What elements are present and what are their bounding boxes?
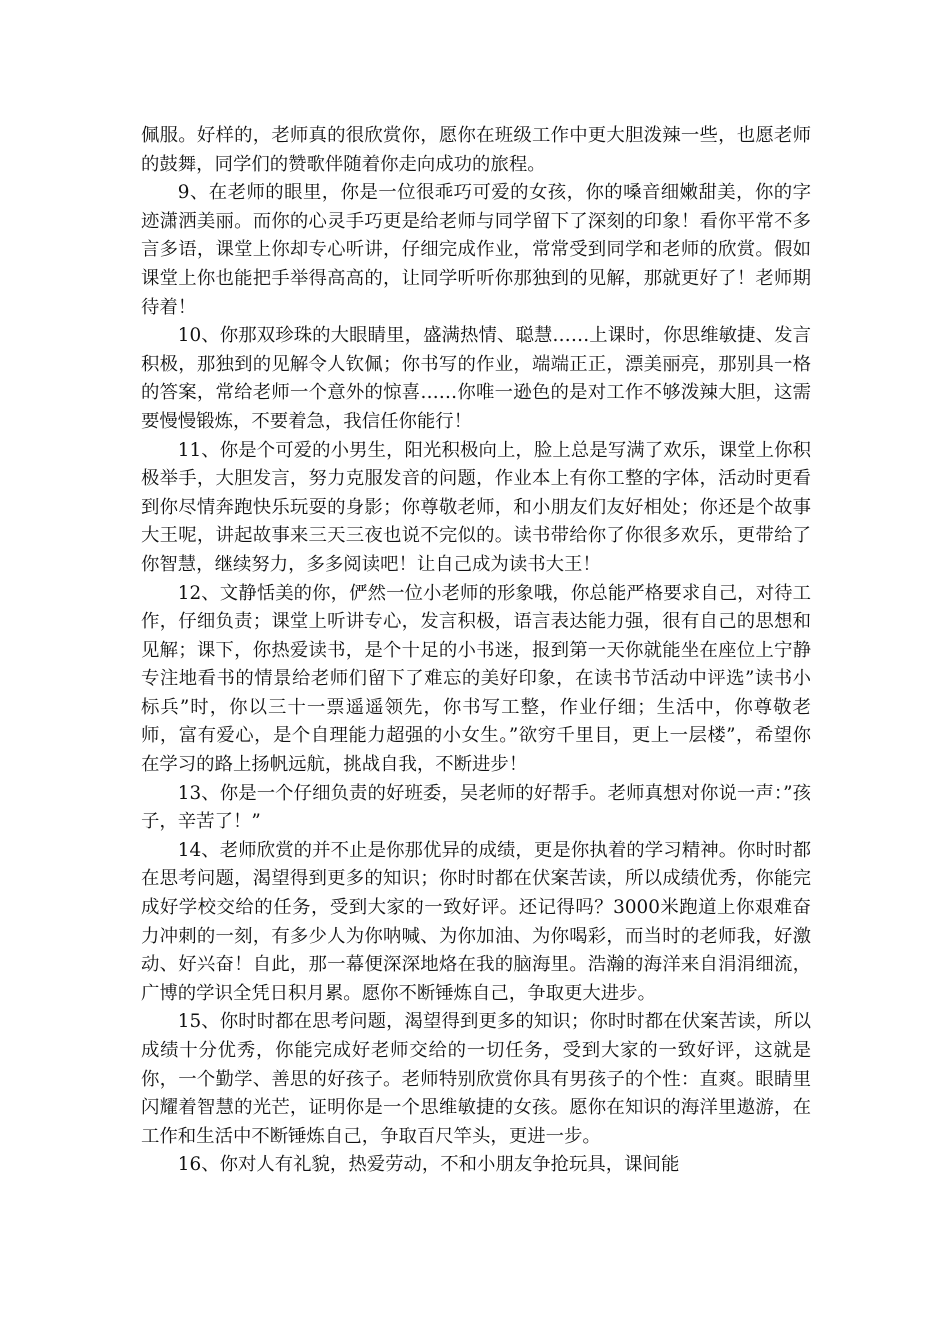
paragraph-11: 11、你是个可爱的小男生，阳光积极向上，脸上总是写满了欢乐，课堂上你积极举手，大胆发言，努力克服发音的问题，作业本上有你工整的字体，活动时更看到你尽情奔跑快乐玩耍的身影；你尊敬老师，和小朋友们友好相处；你还是个故事大王呢，讲起故事来三天三夜也说不完似的。读书带给你了你很多欢乐，更带给了你智慧，继续努力，多多阅读吧！让自己成为读书大王！ (141, 439, 811, 575)
paragraph-10: 10、你那双珍珠的大眼睛里，盛满热情、聪慧……上课时，你思维敏捷、发言积极，那独到的见解令人钦佩；你书写的作业，端端正正，漂美丽亮，那别具一格的答案，常给老师一个意外的惊喜……你唯一逊色的是对工作不够泼辣大胆，这需要慢慢锻炼，不要着急，我信任你能行！ (141, 325, 811, 432)
document-body (141, 122, 811, 1180)
paragraph-14: 14、老师欣赏的并不止是你那优异的成绩，更是你执着的学习精神。你时时都在思考问题，渴望得到更多的知识；你时时都在伏案苦读，所以成绩优秀，你能完成好学校交给的任务，受到大家的一致好评。还记得吗？3000米跑道上你艰难奋力冲刺的一刻，有多少人为你呐喊、为你加油、为你喝彩，而当时的老师我，好激动、好兴奋！自此，那一幕便深深地烙在我的脑海里。浩瀚的海洋来自涓涓细流，广博的学识全凭日积月累。愿你不断锤炼自己，争取更大进步。 (141, 839, 811, 1004)
paragraph-9: 9、在老师的眼里，你是一位很乖巧可爱的女孩，你的嗓音细嫩甜美，你的字迹潇洒美丽。而你的心灵手巧更是给老师与同学留下了深刻的印象！看你平常不多言多语，课堂上你却专心听讲，仔细完成作业，常常受到同学和老师的欣赏。假如课堂上你也能把手举得高高的，让同学听听你那独到的见解，那就更好了！老师期待着！ (141, 182, 811, 318)
paragraph-15: 15、你时时都在思考问题，渴望得到更多的知识；你时时都在伏案苦读，所以成绩十分优秀，你能完成好老师交给的一切任务，受到大家的一致好评，这就是你，一个勤学、善思的好孩子。老师特别欣赏你具有男孩子的个性：直爽。眼睛里闪耀着智慧的光芒，证明你是一个思维敏捷的女孩。愿你在知识的海洋里遨游，在工作和生活中不断锤炼自己，争取百尺竿头，更进一步。 (141, 1011, 811, 1147)
paragraph-16: 16、你对人有礼貌，热爱劳动，不和小朋友争抢玩具，课间能 (177, 1154, 680, 1176)
paragraph-12: 12、文静恬美的你，俨然一位小老师的形象哦，你总能严格要求自己，对待工作，仔细负责；课堂上听讲专心，发言积极，语言表达能力强，很有自己的思想和见解；课下，你热爱读书，是个十足的小书迷，报到第一天你就能坐在座位上宁静专注地看书的情景给老师们留下了难忘的美好印象，在读书节活动中评选”读书小标兵”时，你以三十一票遥遥领先，你书写工整，作业仔细；生活中，你尊敬老师，富有爱心，是个自理能力超强的小女生。”欲穷千里目，更上一层楼”，希望你在学习的路上扬帆远航，挑战自我，不断进步！ (141, 582, 811, 776)
paragraph-13: 13、你是一个仔细负责的好班委，吴老师的好帮手。老师真想对你说一声：”孩子，辛苦了！” (141, 782, 811, 833)
paragraph-continued: 佩服。好样的，老师真的很欣赏你，愿你在班级工作中更大胆泼辣一些，也愿老师的鼓舞，同学们的赞歌伴随着你走向成功的旅程。 (141, 125, 811, 175)
